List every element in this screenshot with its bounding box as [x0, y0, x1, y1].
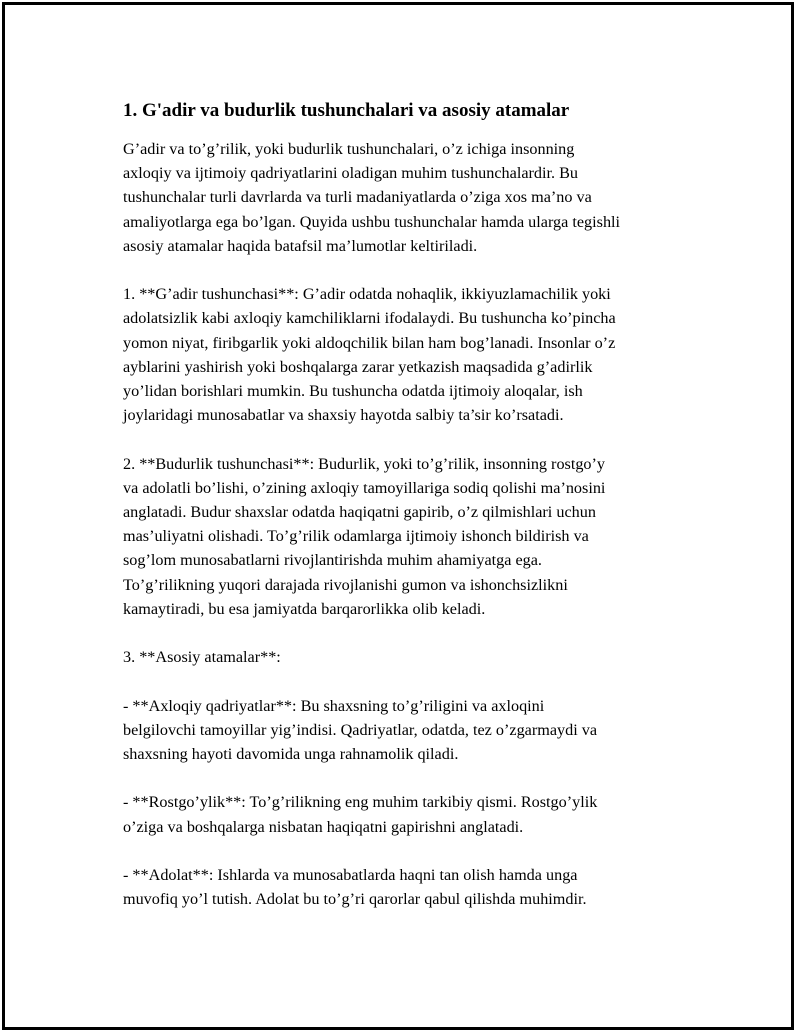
term-axloqiy-qadriyatlar: - **Axloqiy qadriyatlar**: Bu shaxsning to’g’riligini va axloqini belgilovchi tamoyillar yig’indisi. Qadriyatlar, odatda, tez o’zgarmaydi va shaxsning hayoti davomida unga rahnamolik qiladi.: [123, 696, 598, 764]
term-rostgoylik: - **Rostgo’ylik**: To’g’rilikning eng muhim tarkibiy qismi. Rostgo’ylik o’ziga va boshqalarga nisbatan haqiqatni gapirishni anglatadi.: [123, 793, 598, 836]
page-frame: [2, 2, 794, 1030]
gadir-paragraph: 1. **G’adir tushunchasi**: G’adir odatda nohaqlik, ikkiyuzlamachilik yoki adolatsizlik kabi axloqiy kamchiliklarni ifodalaydi. Bu tushuncha ko’pincha yomon niyat, firibgarlik yoki aldoqchilik bilan ham bog’lanadi. Insonlar o’z ayblarini yashirish yoki boshqalarga zarar yetkazish maqsadida g’adirlik yo’lidan borishlari mumkin. Bu tushuncha odatda ijtimoiy aloqalar, ish joylaridagi munosabatlar va shaxsiy hayotda salbiy ta’sir ko’rsatadi.: [123, 285, 616, 425]
section-heading: 1. G'adir va budurlik tushunchalari va asosiy atamalar: [123, 100, 570, 121]
document-body: [123, 99, 703, 936]
term-adolat: - **Adolat**: Ishlarda va munosabatlarda haqni tan olish hamda unga muvofiq yo’l tutish. Adolat bu to’g’ri qarorlar qabul qilishda muhimdir.: [123, 866, 587, 909]
intro-paragraph: G’adir va to’g’rilik, yoki budurlik tushunchalari, o’z ichiga insonning axloqiy va ijtimoiy qadriyatlarini oladigan muhim tushunchalardir. Bu tushunchalar turli davrlarda va turli madaniyatlarda o’ziga xos ma’no va amaliyotlarga ega bo’lgan. Quyida ushbu tushunchalar hamda ularga tegishli asosiy atamalar haqida batafsil ma’lumotlar keltiriladi.: [123, 140, 621, 255]
budurlik-paragraph: 2. **Budurlik tushunchasi**: Budurlik, yoki to’g’rilik, insonning rostgo’y va adolatli bo’lishi, o’zining axloqiy tamoyillariga sodiq qolishi ma’nosini anglatadi. Budur shaxslar odatda haqiqatni gapirib, o’z qilmishlari uchun mas’uliyatni olishadi. To’g’rilik odamlarga ijtimoiy ishonch bildirish va sog’lom munosabatlarni rivojlantirishda muhim ahamiyatga ega. To’g’rilikning yuqori darajada rivojlanishi gumon va ishonchsizlikni kamaytiradi, bu esa jamiyatda barqarorlikka olib keladi.: [123, 454, 606, 618]
terms-heading-paragraph: 3. **Asosiy atamalar**:: [123, 648, 281, 667]
